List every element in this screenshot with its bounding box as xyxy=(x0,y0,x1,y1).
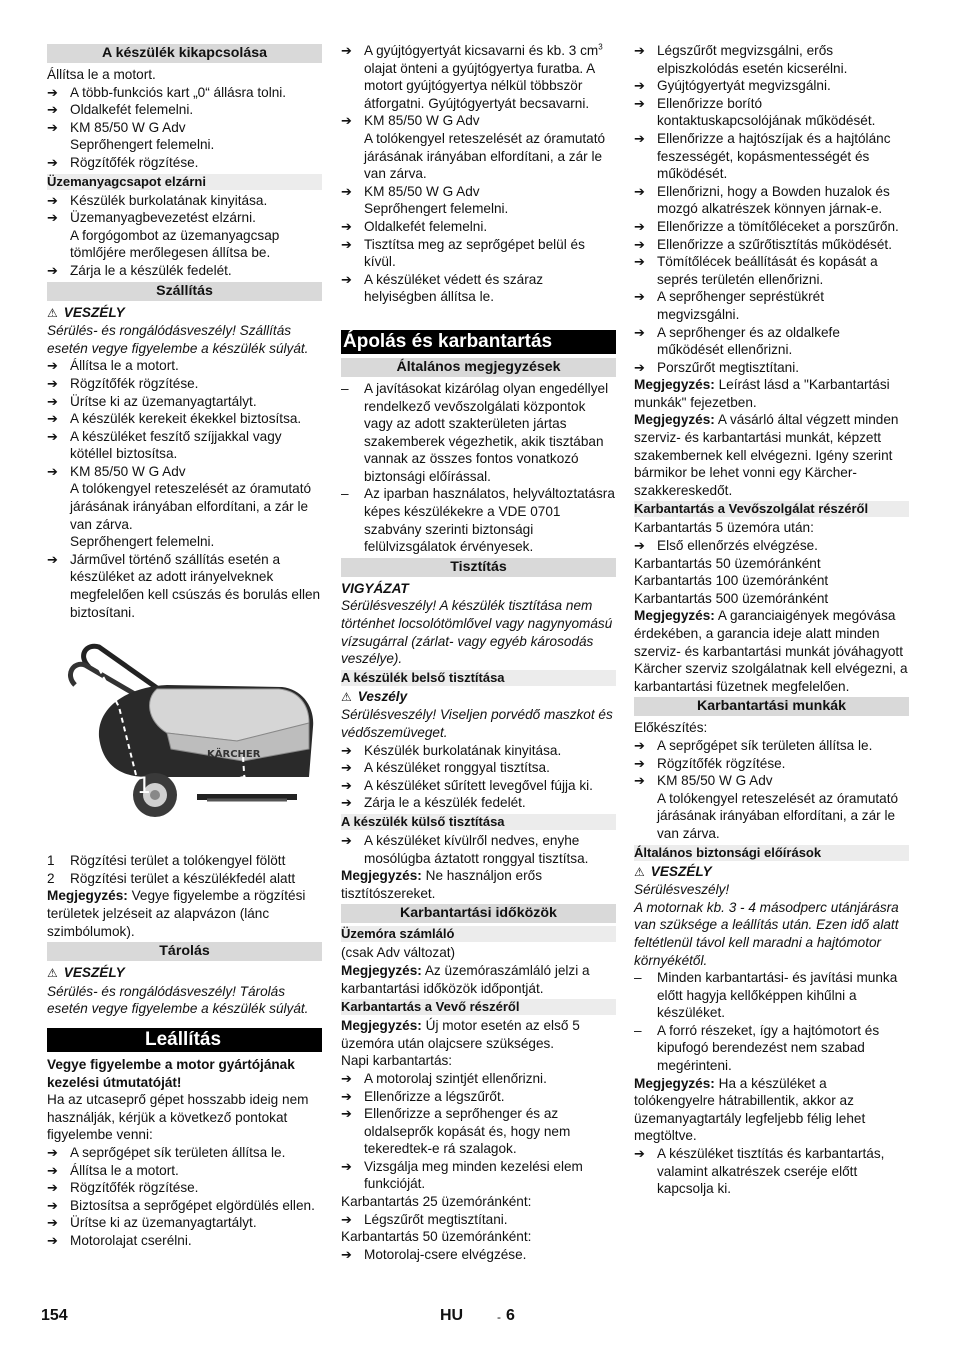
list-item: – A javításokat kizárólag olyan engedéllyel rendelkező vevőszolgálati központok vagy az adott szakterületen jártas szakemberek végezhetik, akik tisztában vannak az összes fontos vonatkozó biztonsági előírással. xyxy=(341,380,616,486)
step: ➔ Oldalkefét felemelni. xyxy=(341,218,616,236)
step: ➔ Készülék burkolatának kinyitása. xyxy=(341,742,616,760)
text: Karbantartás 50 üzemóránként xyxy=(634,555,821,571)
text: Karbantartás 25 üzemóránként: xyxy=(341,1194,532,1210)
step-sub: A tolókengyel reteszelését az óramutató járásának irányában elfordítani, a zár le van zárva. xyxy=(364,130,606,182)
heading-fuel-valve: Üzemanyagcsapot elzárni xyxy=(47,174,322,190)
legend-item: 1 Rögzítési terület a tolókengyel fölött xyxy=(47,853,286,869)
step: ➔ Oldalkefét felemelni. xyxy=(47,101,322,119)
note: Megjegyzés: Ha a készüléket a tolókengyelre hátrabillentik, akkor az üzemanyagtartály legfeljebb félig lehet megtöltve. xyxy=(634,1075,866,1144)
warning-text: A motornak kb. 3 - 4 másodperc utánjárásra van szüksége a leállítás után. Ezen idő alatt feltétlenül távol kell maradni a hajtómotor környékétől. xyxy=(634,899,899,968)
warning-triangle-icon: ⚠ xyxy=(341,689,352,704)
step: ➔ Állítsa le a motort. xyxy=(47,357,322,375)
step: ➔ Ellenőrizze a hajtószíjak és a hajtólánc feszességét, kopásmentességét és működését. xyxy=(634,130,909,183)
step: ➔ Tisztítsa meg az seprőgépet belül és kívül. xyxy=(341,236,616,271)
heading-transport: Szállítás xyxy=(47,282,322,301)
step: ➔ A készüléket védett és száraz helyiségben állítsa le. xyxy=(341,271,616,306)
step: ➔ Ellenőrizze borító kontaktuskapcsolójának működését. xyxy=(634,95,909,130)
warning-triangle-icon: ⚠ xyxy=(47,966,58,981)
step: ➔ Gyújtógyertyát megvizsgálni. xyxy=(634,77,909,95)
heading-general-safety: Általános biztonsági előírások xyxy=(634,845,909,861)
heading-care-maintenance: Ápolás és karbantartás xyxy=(341,330,616,354)
heading-storage: Tárolás xyxy=(47,942,322,961)
step: ➔ Ürítse ki az üzemanyagtartályt. xyxy=(47,393,322,411)
column-right xyxy=(634,42,909,1198)
text: Előkészítés: xyxy=(634,720,708,736)
warning-title: ⚠ VESZÉLY xyxy=(47,965,125,981)
step: ➔ Ellenőrizni, hogy a Bowden huzalok és mozgó alkatrészek könnyen járnak-e. xyxy=(634,183,909,218)
note: Megjegyzés: Leírást lásd a "Karbantartási munkák" fejezetben. xyxy=(634,377,890,410)
column-middle xyxy=(341,42,616,1263)
text: Karbantartás 500 üzemóránként xyxy=(634,590,829,606)
step: ➔ A seprőhenger sepréstükrét megvizsgálni. xyxy=(634,288,909,323)
heading-service-maintenance: Karbantartás a Vevőszolgálat részéről xyxy=(634,501,909,517)
text: Ha az utcaseprő gépet hosszabb ideig nem használják, kérjük a következő pontokat figyelembe venni: xyxy=(47,1092,309,1143)
step: ➔ Ellenőrizze a tömítőléceket a porszűrőn. xyxy=(634,218,909,236)
section-page-number: 6 xyxy=(506,1307,515,1324)
step: ➔ Légszűrőt megtisztítani. xyxy=(341,1211,616,1229)
warning-triangle-icon: ⚠ xyxy=(634,864,645,879)
warning-text: Sérülésveszély! xyxy=(634,882,730,898)
step: ➔ Porszűrőt megtisztítani. xyxy=(634,359,909,377)
sweeper-illustration xyxy=(47,637,322,842)
step-sub: Seprőhengert felemelni. xyxy=(70,137,215,153)
step: ➔ KM 85/50 W G Adv xyxy=(47,463,322,481)
step: ➔ A seprőhenger és az oldalkefe működését ellenőrizni. xyxy=(634,324,909,359)
page-number: 154 xyxy=(41,1307,68,1324)
step-sub: Seprőhengert felemelni. xyxy=(70,534,215,550)
step: ➔ A több-funkciós kart „0“ állásra tolni. xyxy=(47,84,322,102)
language-code: HU xyxy=(440,1307,464,1324)
step: ➔ Járművel történő szállítás esetén a készüléket az adott irányelveknek megfelelően kell csúszás és borulás ellen biztosítani. xyxy=(47,551,322,621)
heading-inner-cleaning: A készülék belső tisztítása xyxy=(341,670,616,686)
heading-shutdown: Leállítás xyxy=(47,1028,322,1052)
sweeper-figure xyxy=(47,637,322,842)
step: ➔ Rögzítőfék rögzítése. xyxy=(47,154,322,172)
figure-label-1: 1 xyxy=(137,774,151,800)
heading-maintenance-work: Karbantartási munkák xyxy=(634,697,909,716)
text: Karbantartás 50 üzemóránként: xyxy=(341,1229,532,1245)
step: ➔ Első ellenőrzés elvégzése. xyxy=(634,537,909,555)
step-sub: A tolókengyel reteszelését az óramutató járásának irányában elfordítani, a zár le van zárva. xyxy=(657,790,899,841)
list-item: – Minden karbantartási- és javítási munka előtt hagyja kellőképpen kihűlni a készüléket. xyxy=(634,969,909,1022)
step: ➔ KM 85/50 W G Adv xyxy=(341,112,616,130)
text: (csak Adv változat) xyxy=(341,945,456,961)
step: ➔ Ellenőrizze a seprőhenger és az oldalseprők kopását és, hogy nem tekeredtek-e rá szalagok. xyxy=(341,1105,616,1158)
step: ➔ A készüléket tisztítás és karbantartás, valamint alkatrészek cseréje előtt kapcsolja ki. xyxy=(634,1145,909,1198)
footer-separator: - xyxy=(497,1310,501,1324)
step: ➔ KM 85/50 W G Adv xyxy=(341,183,616,201)
warning-title: ⚠ VESZÉLY xyxy=(634,863,712,879)
note: Megjegyzés: Ne használjon erős tisztítószereket. xyxy=(341,868,542,901)
step: ➔ Rögzítőfék rögzítése. xyxy=(47,375,322,393)
step-sub: A forgógombot az üzemanyagcsap tömlőjére merőlegesen állítsa be. xyxy=(70,227,280,261)
step: ➔ A készüléket kívülről nedves, enyhe mosólúgba áztatott ronggyal tisztítsa. xyxy=(341,832,616,867)
step: ➔ A készüléket sűrített levegővel fújja ki. xyxy=(341,777,616,795)
note: Megjegyzés: Vegye figyelembe a rögzítési területek jelzéseit az alapvázon (lánc szimbólumok). xyxy=(47,888,306,939)
heading-maintenance-intervals: Karbantartási időközök xyxy=(341,904,616,923)
step: ➔ Készülék burkolatának kinyitása. xyxy=(47,192,322,210)
step: ➔ A motorolaj szintjét ellenőrizni. xyxy=(341,1070,616,1088)
warning-text: Sérülés- és rongálódásveszély! Tárolás esetén vegye figyelembe a készülék súlyát. xyxy=(47,983,309,1017)
step: ➔ KM 85/50 W G Adv xyxy=(47,119,322,137)
step: ➔ Ellenőrizze a szűrőtisztítás működését. xyxy=(634,236,909,254)
step: ➔ A készüléket feszítő szíjjakkal vagy kötéllel biztosítsa. xyxy=(47,428,322,463)
step: ➔ Motorolajat cserélni. xyxy=(47,1232,322,1250)
step: ➔ Tömítőlécek beállítását és kopását a seprés területén ellenőrizni. xyxy=(634,253,909,288)
step: ➔ Ellenőrizze a légszűrőt. xyxy=(341,1088,616,1106)
step: ➔ A gyújtógyertyát kicsavarni és kb. 3 $cm^3$ olajat önteni a gyújtógyertya furatba. A motort gyújtógyertya nélkül többször átforgatni. Gyújtógyertyát becsavarni. xyxy=(341,42,616,112)
text: Napi karbantartás: xyxy=(341,1053,453,1069)
step: ➔ Üzemanyagbevezetést elzárni. xyxy=(47,209,322,227)
legend-item: 2 Rögzítési terület a készülékfedél alatt xyxy=(47,870,296,886)
warning-triangle-icon: ⚠ xyxy=(47,305,58,320)
heading-general-notes: Általános megjegyzések xyxy=(341,358,616,377)
heading-switch-off: A készülék kikapcsolása xyxy=(47,44,322,63)
text: Karbantartás 5 üzemóra után: xyxy=(634,520,814,536)
note: Megjegyzés: A garanciaigények megóvása érdekében, a garancia ideje alatt minden szerviz- és karbantartási munkát jóváhagyott Kärcher szerviz szolgálatnak kell elvégezni, a karbantartási füzetnek megfelelően. xyxy=(634,608,908,694)
column-left xyxy=(47,42,322,1250)
step: ➔ Zárja le a készülék fedelét. xyxy=(47,262,322,280)
list-item: – A forró részeket, így a hajtómotort és kipufogó berendezést nem szabad megérinteni. xyxy=(634,1022,909,1075)
step: ➔ A készülék kerekeit ékekkel biztosítsa. xyxy=(47,410,322,428)
caution-text: Sérülésveszély! A készülék tisztítása nem történhet locsolótömlővel vagy nagynyomású vízsugárral (zárlat- vagy egyéb károsodás veszélye). xyxy=(341,598,613,667)
warning-title: ⚠ Veszély xyxy=(341,688,408,704)
step: ➔ Motorolaj-csere elvégzése. xyxy=(341,1246,616,1264)
heading-customer-maintenance: Karbantartás a Vevő részéről xyxy=(341,999,616,1015)
step: ➔ A készüléket ronggyal tisztítsa. xyxy=(341,759,616,777)
step: ➔ Zárja le a készülék fedelét. xyxy=(341,794,616,812)
heading-cleaning: Tisztítás xyxy=(341,558,616,577)
warning-text: Sérülésveszély! Viseljen porvédő maszkot és védőszemüveget. xyxy=(341,707,613,740)
step-sub: Seprőhengert felemelni. xyxy=(364,201,509,217)
step: ➔ Biztosítsa a seprőgépet elgördülés ellen. xyxy=(47,1197,322,1215)
step: ➔ Állítsa le a motort. xyxy=(47,1162,322,1180)
heading-hour-counter: Üzemóra számláló xyxy=(341,926,616,942)
step: ➔ Vizsgálja meg minden kezelési elem funkcióját. xyxy=(341,1158,616,1193)
warning-text: Sérülés- és rongálódásveszély! Szállítás esetén vegye figyelembe a készülék súlyát. xyxy=(47,323,309,356)
heading-outer-cleaning: A készülék külső tisztítása xyxy=(341,814,616,830)
caution-title: VIGYÁZAT xyxy=(341,580,409,596)
step: ➔ Rögzítőfék rögzítése. xyxy=(634,755,909,773)
step: ➔ KM 85/50 W G Adv xyxy=(634,772,909,790)
note: Megjegyzés: A vásárló által végzett minden szerviz- és karbantartási munkát, képzett szakembernek kell elvégezni. Igény szerint bármikor be lehet vonni egy Kärcher-szakkereskedőt. xyxy=(634,412,899,498)
step-sub: A tolókengyel reteszelését az óramutató járásának irányában elfordítani, a zár le van zárva. xyxy=(70,481,312,532)
figure-brand: KÄRCHER xyxy=(207,749,261,761)
step: ➔ Ürítse ki az üzemanyagtartályt. xyxy=(47,1214,322,1232)
list-item: – Az iparban használatos, helyváltoztatásra képes készülékekre a VDE 0701 szabvány szerinti biztonsági felülvizsgálatok érvényesek. xyxy=(341,485,616,555)
note: Megjegyzés: Új motor esetén az első 5 üzemóra után olajcsere szükséges. xyxy=(341,1018,580,1051)
note: Megjegyzés: Az üzemóraszámláló jelzi a karbantartási időközök időpontját. xyxy=(341,962,590,996)
step: ➔ Légszűrőt megvizsgálni, erős elpiszkolódás esetén kicserélni. xyxy=(634,42,909,77)
text-bold: Vegye figyelembe a motor gyártójának kezelési útmutatóját! xyxy=(47,1056,295,1090)
step: ➔ A seprőgépet sík területen állítsa le. xyxy=(634,737,909,755)
text: Állítsa le a motort. xyxy=(47,67,156,82)
text: Karbantartás 100 üzemóránként xyxy=(634,573,829,589)
figure-label-2: 2 xyxy=(237,774,251,800)
step: ➔ A seprőgépet sík területen állítsa le. xyxy=(47,1144,322,1162)
warning-title: ⚠ VESZÉLY xyxy=(47,304,125,320)
step: ➔ Rögzítőfék rögzítése. xyxy=(47,1179,322,1197)
